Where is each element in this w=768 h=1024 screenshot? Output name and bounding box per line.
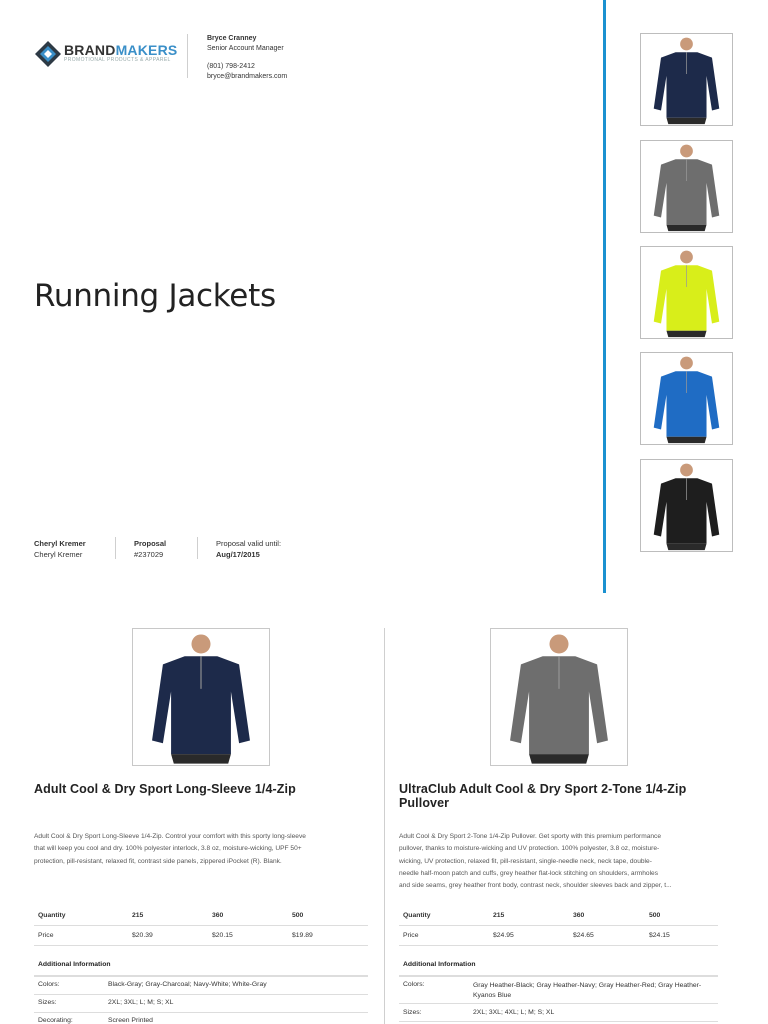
quantity-row: Quantity 215 360 500 xyxy=(403,912,661,919)
thumbnail-blue-jacket[interactable] xyxy=(640,352,733,445)
proposal-label: Proposal xyxy=(134,539,167,548)
product-title: Adult Cool & Dry Sport Long-Sleeve 1/4-Zip xyxy=(34,782,296,796)
proposal-block xyxy=(134,538,166,560)
additional-info-heading: Additional Information xyxy=(38,961,111,968)
valid-label: Proposal valid until: xyxy=(216,539,282,548)
pricing-table xyxy=(399,906,718,945)
contact-email: bryce@brandmakers.com xyxy=(207,72,288,80)
contact-role: Senior Account Manager xyxy=(207,44,284,52)
price-row: Price $20.39 $20.15 $19.89 xyxy=(34,926,368,946)
proposal-number: #237029 xyxy=(134,550,164,559)
product-description: Adult Cool & Dry Sport Long-Sleeve 1/4-Zip. Control your comfort with this sporty long-sleeve that will keep you cool and dry. 100% polyester interlock, 3.8 oz, moisture-wicking, UPF 50+ protection, pill-resistant, relaxed fit, contrast side panels, zippered iPocket (R). Blank. xyxy=(34,833,306,865)
thumbnail-navy-jacket[interactable] xyxy=(640,33,733,126)
contact-block xyxy=(207,34,287,81)
page-title: Running Jackets xyxy=(34,278,276,314)
colors-value: Black-Gray; Gray-Charcoal; Navy-White; White-Gray xyxy=(108,981,267,988)
brand-tagline: PROMOTIONAL PRODUCTS & APPAREL xyxy=(64,57,171,63)
colors-value: Gray Heather-Black; Gray Heather-Navy; Gray Heather-Red; Gray Heather- Kyanos Blue xyxy=(473,982,702,999)
additional-info-heading: Additional Information xyxy=(403,961,476,968)
sizes-label: Sizes: xyxy=(403,1009,422,1016)
thumbnail-gray-jacket[interactable] xyxy=(640,140,733,233)
sizes-value: 2XL; 3XL; L; M; S; XL xyxy=(108,999,174,1006)
meta-divider xyxy=(197,537,198,559)
pricing-table xyxy=(34,906,368,945)
product-title: UltraClub Adult Cool & Dry Sport 2-Tone 1/4-Zip Pullover xyxy=(399,782,687,810)
sizes-value: 2XL; 3XL; 4XL; L; M; S; XL xyxy=(473,1009,555,1016)
contact-name: Bryce Cranney xyxy=(207,35,257,42)
client-value: Cheryl Kremer xyxy=(34,550,83,559)
sizes-label: Sizes: xyxy=(38,999,57,1006)
accent-divider xyxy=(603,0,606,593)
thumbnail-black-jacket[interactable] xyxy=(640,459,733,552)
thumbnail-yellow-jacket[interactable] xyxy=(640,246,733,339)
colors-label: Colors: xyxy=(38,981,60,988)
price-row: Price $24.95 $24.65 $24.15 xyxy=(399,926,718,946)
header-divider xyxy=(187,34,188,78)
quantity-row: Quantity 215 360 500 xyxy=(38,912,304,919)
client-block xyxy=(34,538,86,560)
client-label: Cheryl Kremer xyxy=(34,539,86,548)
decorating-value: Screen Printed xyxy=(108,1017,153,1024)
colors-label: Colors: xyxy=(403,981,425,988)
product-column-divider xyxy=(384,628,385,1024)
brand-name: BRANDMAKERS xyxy=(64,42,178,58)
meta-divider xyxy=(115,537,116,559)
contact-phone: (801) 798-2412 xyxy=(207,63,255,70)
valid-date: Aug/17/2015 xyxy=(216,550,260,559)
product-image-navy[interactable] xyxy=(132,628,270,766)
decorating-label: Decorating: xyxy=(38,1017,73,1024)
product-image-gray[interactable] xyxy=(490,628,628,766)
valid-block xyxy=(216,538,281,560)
brandmakers-logo-icon xyxy=(34,40,62,68)
product-description: Adult Cool & Dry Sport 2-Tone 1/4-Zip Pullover. Get sporty with this premium performance pullover, thanks to moisture-wicking and UV protection. 100% polyester, 3.8 oz, moisture- wicking, UV protection, relaxed fit, pill-resistant, single-needle neck, neck tape, double- needle half-moon patch and cuffs, grey heather flat-lock stitching on shoulders, armholes and side seams, grey heather front body, contrast neck, shoulder sleeves back and zipper, t... xyxy=(399,833,672,890)
